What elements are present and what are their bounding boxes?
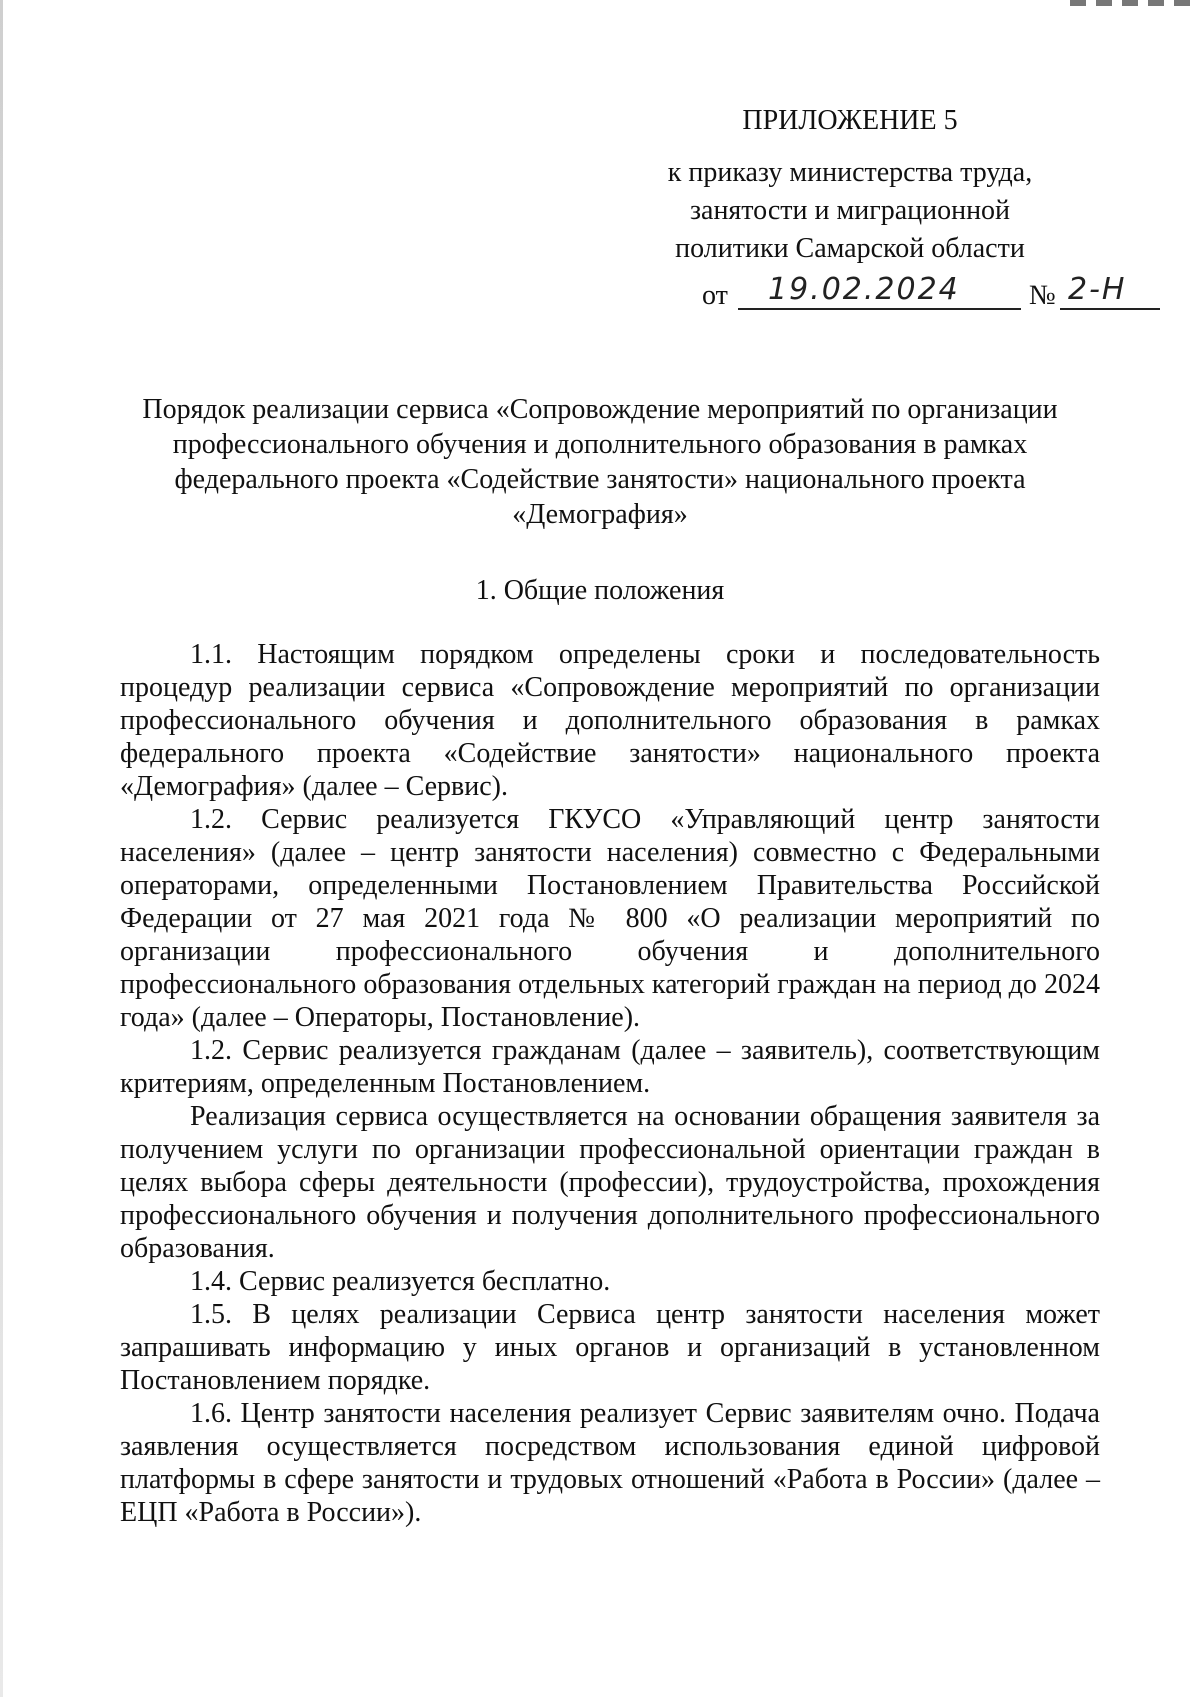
section-heading: 1. Общие положения bbox=[475, 575, 725, 606]
order-date-number-row bbox=[702, 272, 1127, 314]
annex-title: ПРИЛОЖЕНИЕ 5 bbox=[742, 105, 958, 136]
paragraph-1-1: 1.1. Настоящим порядком определены сроки и последовательность процедур реализации сервиса «Сопровождение мероприятий по организации профессионального обучения и дополнительного образования в рамках федерального проекта «Содействие занятости» национального проекта «Демография» (далее – Сервис). bbox=[120, 639, 1100, 802]
scan-edge-marks bbox=[1070, 0, 1200, 6]
annex-line-3: политики Самарской области bbox=[675, 233, 1025, 264]
scan-edge-left bbox=[0, 0, 3, 1697]
paragraph-1-6: 1.6. Центр занятости населения реализует Сервис заявителям очно. Подача заявления осуществляется посредством использования единой цифровой платформы в сфере занятости и трудовых отношений «Работа в России» (далее – ЕЦП «Работа в России»). bbox=[120, 1398, 1100, 1528]
paragraph-1-5: 1.5. В целях реализации Сервиса центр занятости населения может запрашивать информацию у иных органов и организаций в установленном Постановлением порядке. bbox=[120, 1299, 1100, 1396]
order-number-field bbox=[1060, 274, 1160, 310]
paragraph-1-4: 1.4. Сервис реализуется бесплатно. bbox=[190, 1266, 611, 1297]
paragraph-1-2-second: 1.2. Сервис реализуется гражданам (далее – заявитель), соответствующим критериям, определенным Постановлением. bbox=[120, 1035, 1100, 1099]
order-number-handwritten: 2-Н bbox=[1068, 272, 1127, 307]
order-date-handwritten: 19.02.2024 bbox=[768, 272, 960, 307]
annex-line-2: занятости и миграционной bbox=[689, 195, 1011, 226]
paragraph-implementation: Реализация сервиса осуществляется на основании обращения заявителя за получением услуги по организации профессиональной ориентации граждан в целях выбора сферы деятельности (профессии), трудоустройства, прохождения профессионального обучения и получения дополнительного профессионального образования. bbox=[120, 1101, 1100, 1264]
annex-line-1: к приказу министерства труда, bbox=[667, 157, 1033, 188]
document-body bbox=[120, 638, 1100, 1529]
paragraph-1-2: 1.2. Сервис реализуется ГКУСО «Управляющий центр занятости населения» (далее – центр занятости населения) совместно с Федеральными операторами, определенными Постановлением Правительства Российской Федерации от 27 мая 2021 года № 800 «О реализации мероприятий по организации профессионального обучения и дополнительного профессионального образования отдельных категорий граждан на период до 2024 года» (далее – Операторы, Постановление). bbox=[120, 804, 1100, 1033]
from-label: от bbox=[702, 280, 728, 311]
order-date-field bbox=[738, 274, 1021, 310]
document-title: Порядок реализации сервиса «Сопровождение мероприятий по организации профессионального обучения и дополнительного образования в рамках федерального проекта «Содействие занятости» национального проекта «Демография» bbox=[142, 394, 1058, 530]
number-label: № bbox=[1029, 280, 1056, 311]
